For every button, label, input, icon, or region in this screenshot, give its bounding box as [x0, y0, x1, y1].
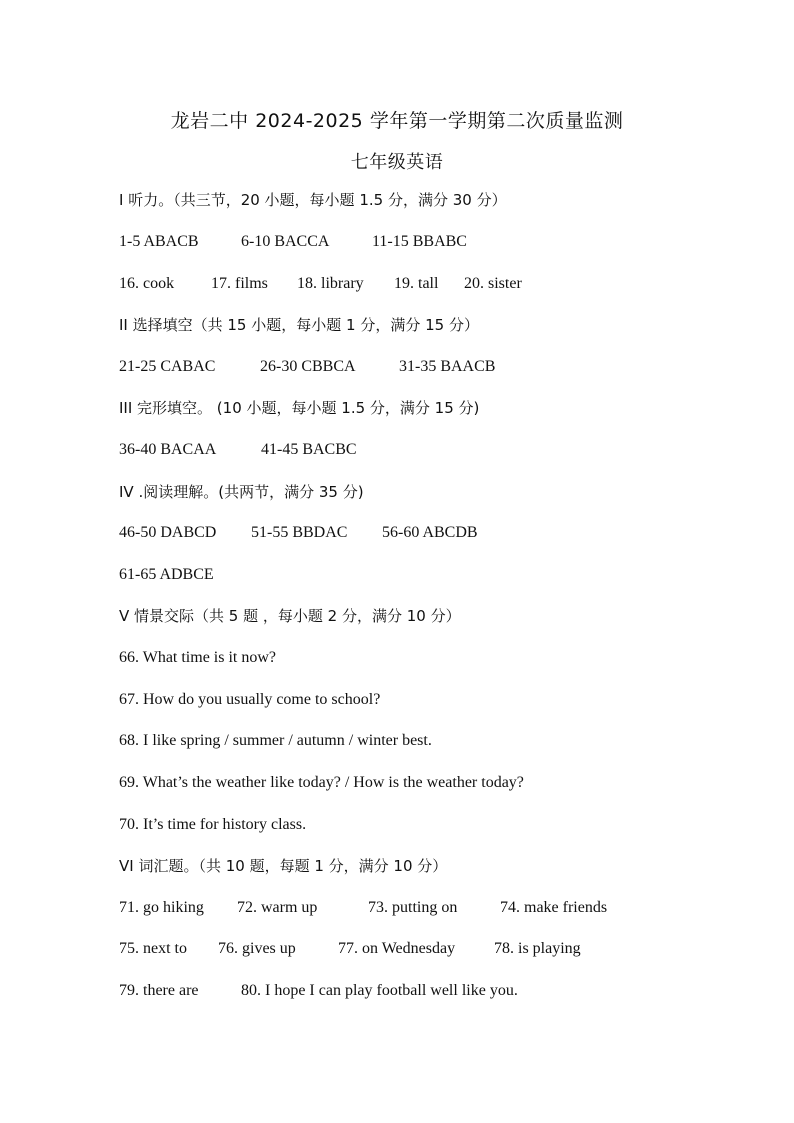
answer-item: 76. gives up	[218, 940, 296, 957]
section-cloze-heading: III 完形填空。 (10 小题，每小题 1.5 分，满分 15 分)	[119, 399, 480, 417]
answer-row-21-35	[119, 357, 495, 377]
section-listening-heading: I 听力。（共三节，20 小题，每小题 1.5 分，满分 30 分）	[119, 191, 507, 209]
answer-item: 80. I hope I can play football well like you.	[241, 982, 518, 999]
answer-row-36-45	[119, 440, 357, 460]
answer-item: 75. next to	[119, 940, 187, 957]
answer-item: 74. make friends	[500, 899, 608, 916]
answer-row-16-20	[119, 274, 522, 294]
page-title: 龙岩二中 2024-2025 学年第一学期第二次质量监测	[170, 110, 624, 132]
answer-66: 66. What time is it now?	[119, 649, 277, 666]
answer-item: 20. sister	[464, 275, 522, 292]
answer-item: 79. there are	[119, 982, 199, 999]
answer-group: 51-55 BBDAC	[251, 524, 348, 541]
answer-item: 78. is playing	[494, 940, 581, 957]
section-dialogue-heading: V 情景交际（共 5 题 ，每小题 2 分，满分 10 分）	[119, 607, 461, 625]
answer-group: 1-5 ABACB	[119, 233, 199, 250]
answer-row-1-15	[119, 232, 467, 252]
answer-group: 61-65 ADBCE	[119, 566, 214, 583]
answer-item: 73. putting on	[368, 899, 458, 916]
answer-group: 31-35 BAACB	[399, 358, 496, 375]
answer-item: 18. library	[297, 275, 364, 292]
answer-row-75-78	[119, 939, 581, 959]
answer-item: 19. tall	[394, 275, 439, 292]
answer-group: 11-15 BBABC	[372, 233, 467, 250]
answer-67: 67. How do you usually come to school?	[119, 691, 381, 708]
section-reading-heading: IV .阅读理解。(共两节，满分 35 分)	[119, 483, 364, 501]
answer-item: 72. warm up	[237, 899, 318, 916]
answer-group: 21-25 CABAC	[119, 358, 216, 375]
answer-group: 6-10 BACCA	[241, 233, 330, 250]
answer-group: 41-45 BACBC	[261, 441, 357, 458]
answer-row-71-74	[119, 898, 607, 918]
answer-row-79-80	[119, 981, 518, 1001]
section-vocabulary-heading: VI 词汇题。（共 10 题，每题 1 分，满分 10 分）	[119, 857, 448, 875]
answer-group: 26-30 CBBCA	[260, 358, 356, 375]
answer-item: 16. cook	[119, 275, 175, 292]
answer-69: 69. What’s the weather like today? / How is the weather today?	[119, 774, 524, 791]
answer-group: 56-60 ABCDB	[382, 524, 478, 541]
answer-70: 70. It’s time for history class.	[119, 816, 307, 833]
answer-group: 46-50 DABCD	[119, 524, 217, 541]
answer-item: 77. on Wednesday	[338, 940, 456, 957]
answer-row-46-60	[119, 523, 478, 543]
page-subtitle: 七年级英语	[350, 152, 444, 173]
answer-item: 17. films	[211, 275, 268, 292]
answer-group: 36-40 BACAA	[119, 441, 217, 458]
section-choice-heading: II 选择填空（共 15 小题，每小题 1 分，满分 15 分）	[119, 316, 479, 334]
answer-item: 71. go hiking	[119, 899, 204, 916]
answer-68: 68. I like spring / summer / autumn / winter best.	[119, 732, 432, 749]
answer-row-61-65	[119, 565, 214, 585]
